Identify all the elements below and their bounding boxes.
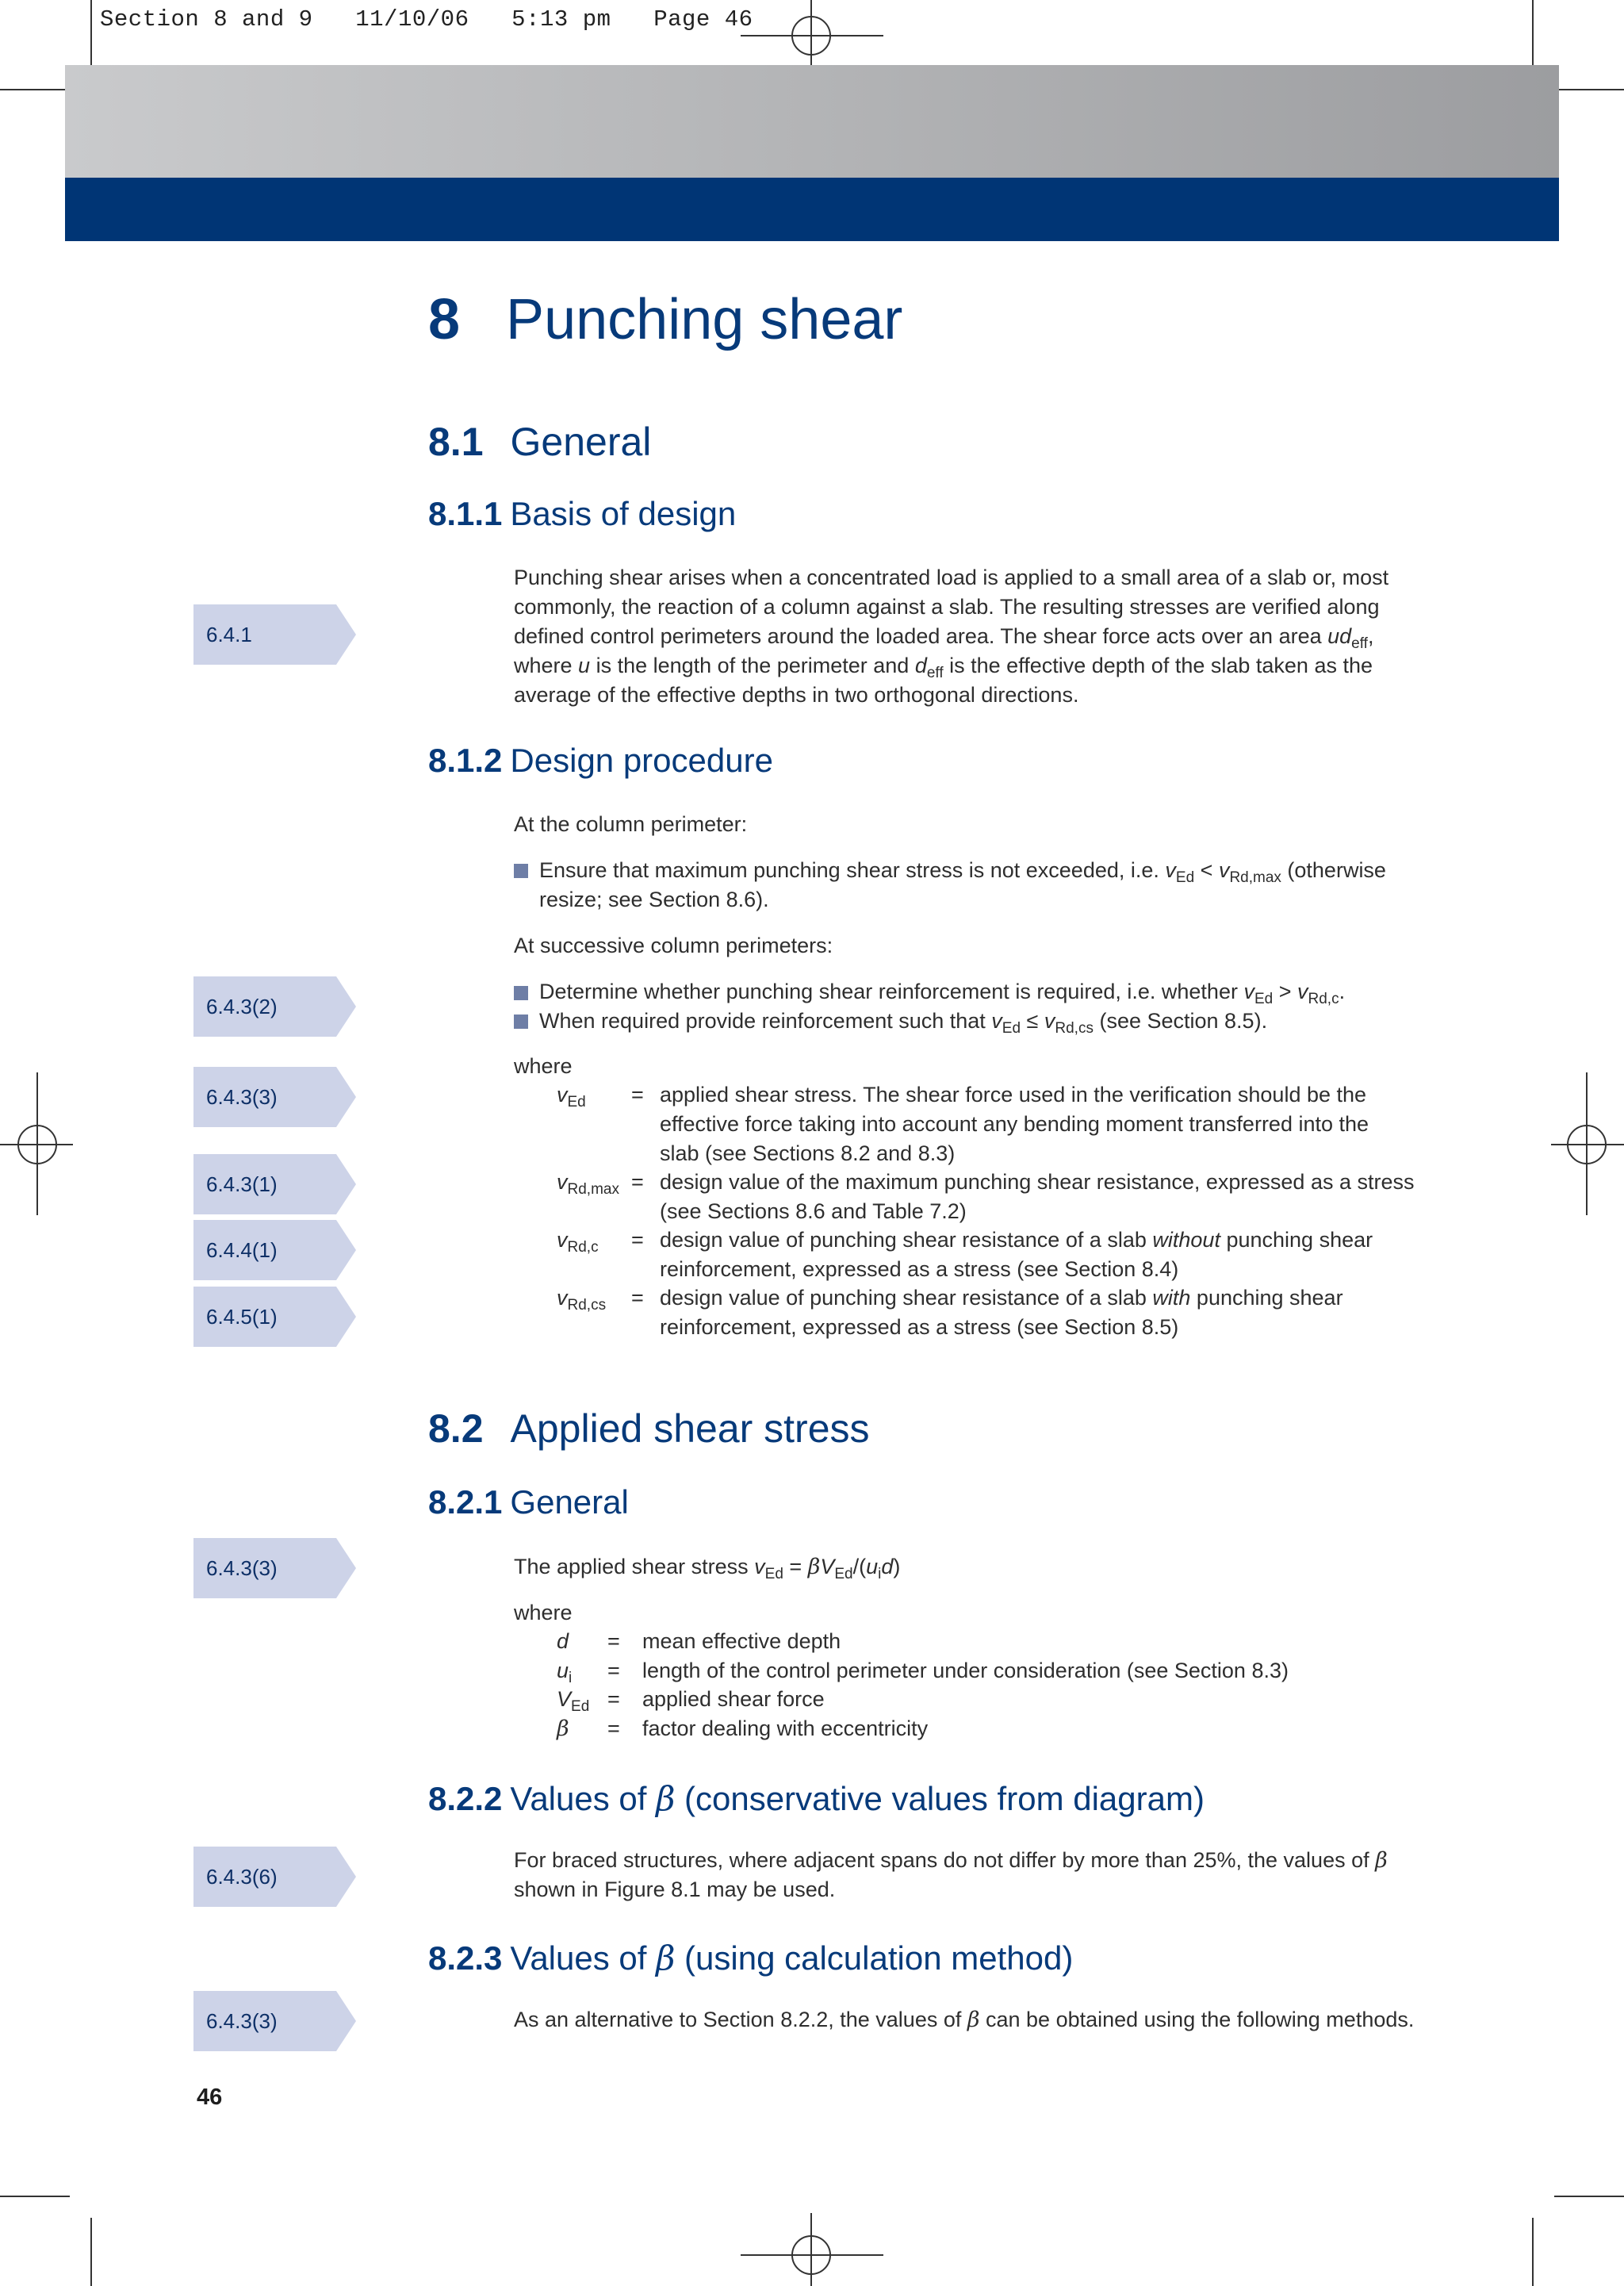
bullet-marker <box>514 864 528 878</box>
column-perimeter-intro: At the column perimeter: <box>514 812 748 836</box>
braced-structures-paragraph: For braced structures, where adjacent spans do not differ by more than 25%, the values of β <box>514 1848 1388 1873</box>
successive-perimeters-intro: At successive column perimeters: <box>514 934 833 957</box>
bullet-max-stress: Ensure that maximum punching shear stress is not exceeded, i.e. $v_{Ed} < v_{Rd,max}$ (otherwise <box>539 858 1386 886</box>
margin-ref-tag: 6.4.5(1) <box>193 1287 356 1347</box>
section-heading-8-2: 8.2 Applied shear stress <box>428 1406 870 1451</box>
bullet-max-stress-cont: resize; see Section 8.6). <box>539 888 769 911</box>
calculation-method-paragraph: As an alternative to Section 8.2.2, the values of β can be obtained using the following methods. <box>514 2008 1415 2032</box>
margin-ref-tag: 6.4.4(1) <box>193 1220 356 1280</box>
bullet-marker <box>514 986 528 1000</box>
bullet-reinforcement-required: Determine whether punching shear reinforcement is required, i.e. whether $v_{Ed} > v_{Rd,c}$. <box>539 980 1346 1007</box>
margin-ref-tag: 6.4.1 <box>193 604 356 665</box>
subsection-heading-8-1-1: 8.1.1 Basis of design <box>428 495 737 532</box>
where-label: where <box>514 1601 573 1624</box>
margin-ref-tag: 6.4.3(1) <box>193 1154 356 1214</box>
bullet-marker <box>514 1015 528 1029</box>
margin-ref-tag: 6.4.3(3) <box>193 1991 356 2051</box>
header-banner-gray <box>65 65 1559 178</box>
subsection-heading-8-2-2: 8.2.2 Values of β (conservative values from diagram) <box>428 1779 1205 1818</box>
bullet-provide-reinforcement: When required provide reinforcement such that $v_{Ed} \le v_{Rd,cs}$ (see Section 8.5). <box>539 1009 1268 1037</box>
braced-structures-paragraph-cont: shown in Figure 8.1 may be used. <box>514 1878 836 1901</box>
page-number: 46 <box>197 2085 223 2110</box>
basis-of-design-paragraph: Punching shear arises when a concentrated load is applied to a small area of a slab or, most commonly, the reaction of a column against a slab. The resulting stresses are verified along defined control perimeters around the loaded area. The shear force acts over an area $ud_{eff}$, where u is the length of the perimeter and $d_{eff}$ is the effective depth of the slab taken as the average of the effective depths in two orthogonal directions. <box>514 566 1389 707</box>
print-slug: Section 8 and 9 11/10/06 5:13 pm Page 46 <box>100 6 753 33</box>
subsection-heading-8-1-2: 8.1.2 Design procedure <box>428 742 773 779</box>
margin-ref-tag: 6.4.3(3) <box>193 1067 356 1127</box>
margin-ref-tag: 6.4.3(6) <box>193 1847 356 1907</box>
header-banner-blue <box>65 178 1559 241</box>
where-label: where <box>514 1054 573 1078</box>
chapter-heading: 8 Punching shear <box>428 288 903 351</box>
subsection-heading-8-2-3: 8.2.3 Values of β (using calculation method) <box>428 1939 1074 1977</box>
subsection-heading-8-2-1: 8.2.1 General <box>428 1483 629 1521</box>
margin-ref-tag: 6.4.3(3) <box>193 1538 356 1598</box>
margin-ref-tag: 6.4.3(2) <box>193 976 356 1037</box>
applied-shear-equation: The applied shear stress $v_{Ed} = \beta V_{Ed}/(u_id)$ <box>514 1555 901 1582</box>
section-heading-8-1: 8.1 General <box>428 420 652 464</box>
